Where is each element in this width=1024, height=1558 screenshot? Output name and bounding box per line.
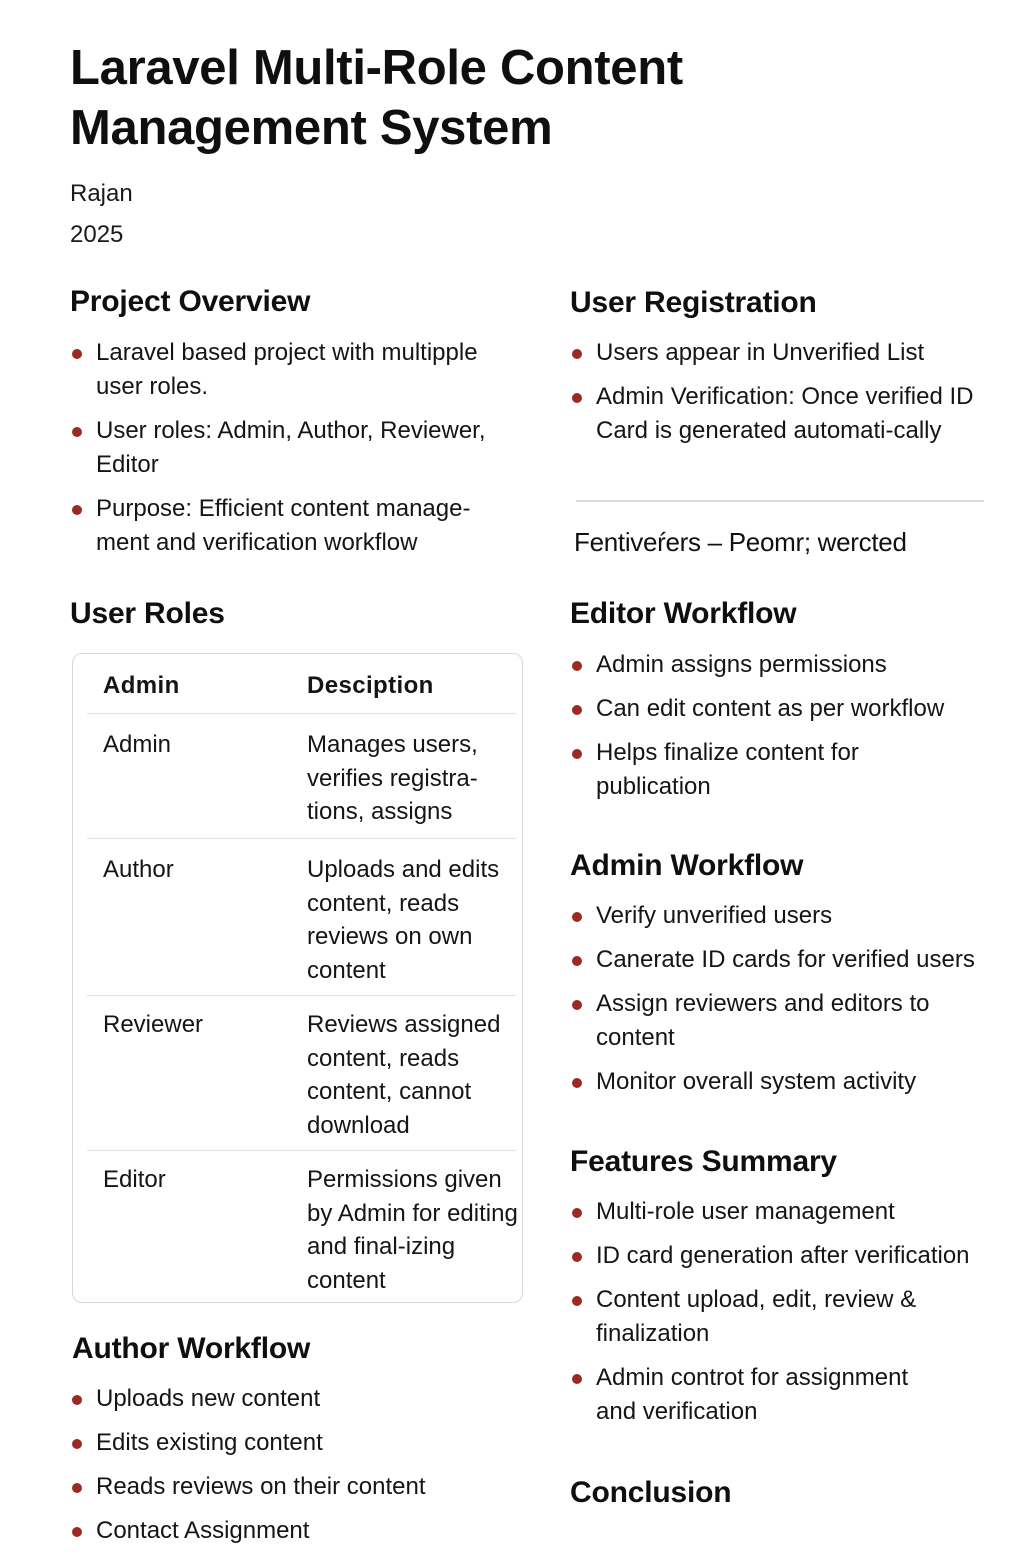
heading-features-summary: Features Summary bbox=[570, 1145, 837, 1178]
bullet-icon bbox=[72, 1439, 82, 1449]
bullet-icon bbox=[72, 1395, 82, 1405]
list-item: User roles: Admin, Author, Reviewer, Editor bbox=[70, 414, 520, 482]
list-user-registration bbox=[570, 336, 990, 458]
list-item: Verify unverified users bbox=[570, 899, 1000, 933]
list-item: Admin Verification: Once verified ID Card is generated automati-cally bbox=[570, 380, 990, 448]
table-header-description: Desciption bbox=[307, 672, 434, 699]
heading-user-registration: User Registration bbox=[570, 286, 817, 319]
bullet-icon bbox=[572, 349, 582, 359]
role-description: Reviews assigned content, reads content, cannot download bbox=[307, 1011, 501, 1139]
list-item: Admin assigns permissions bbox=[570, 648, 990, 682]
bullet-icon bbox=[72, 349, 82, 359]
role-name: Editor bbox=[103, 1166, 166, 1193]
list-item: Reads reviews on their content bbox=[70, 1470, 530, 1504]
role-description: Permissions given by Admin for editing and final-izing content bbox=[307, 1166, 518, 1294]
role-name: Admin bbox=[103, 731, 172, 758]
bullet-icon bbox=[72, 1483, 82, 1493]
bullet-icon bbox=[572, 1078, 582, 1088]
author-name: Rajan bbox=[70, 180, 133, 207]
list-project-overview bbox=[70, 336, 520, 570]
bullet-icon bbox=[572, 1208, 582, 1218]
list-item: Multi-role user management bbox=[570, 1195, 1000, 1229]
list-item: Purpose: Efficient content manage-ment and verification workflow bbox=[70, 492, 520, 560]
section-divider bbox=[576, 500, 984, 502]
role-name: Author bbox=[103, 856, 174, 883]
list-admin-workflow bbox=[570, 899, 1000, 1109]
list-item: Laravel based project with multipple user roles. bbox=[70, 336, 520, 404]
list-item: Canerate ID cards for verified users bbox=[570, 943, 1000, 977]
bullet-icon bbox=[572, 912, 582, 922]
bullet-icon bbox=[572, 1374, 582, 1384]
bullet-icon bbox=[572, 1252, 582, 1262]
bullet-icon bbox=[572, 749, 582, 759]
bullet-icon bbox=[572, 956, 582, 966]
title-line-2: Management System bbox=[70, 101, 553, 155]
list-author-workflow bbox=[70, 1382, 530, 1558]
list-item: Can edit content as per workflow bbox=[570, 692, 990, 726]
bullet-icon bbox=[72, 505, 82, 515]
table-row bbox=[87, 1151, 516, 1301]
title-line-1: Laravel Multi-Role Content bbox=[70, 41, 683, 95]
heading-user-roles: User Roles bbox=[70, 597, 225, 630]
user-roles-table bbox=[72, 653, 523, 1303]
table-row bbox=[87, 714, 516, 839]
list-item: Edits existing content bbox=[70, 1426, 530, 1460]
bullet-icon bbox=[572, 393, 582, 403]
table-header-role: Admin bbox=[103, 672, 180, 699]
table-header-row bbox=[87, 654, 516, 714]
list-features-summary bbox=[570, 1195, 1000, 1439]
list-item: Helps finalize content for publication bbox=[570, 736, 906, 804]
list-item: Uploads new content bbox=[70, 1382, 530, 1416]
heading-admin-workflow: Admin Workflow bbox=[570, 849, 804, 882]
role-name: Reviewer bbox=[103, 1011, 204, 1038]
heading-editor-workflow: Editor Workflow bbox=[570, 597, 797, 630]
list-item: Users appear in Unverified List bbox=[570, 336, 990, 370]
list-item: Contact Assignment bbox=[70, 1514, 530, 1548]
bullet-icon bbox=[572, 1000, 582, 1010]
list-item: Monitor overall system activity bbox=[570, 1065, 1000, 1099]
role-description: Manages users, verifies registra-tions, assigns bbox=[307, 731, 478, 825]
list-editor-workflow bbox=[570, 648, 990, 814]
heading-project-overview: Project Overview bbox=[70, 285, 311, 318]
role-description: Uploads and edits content, reads reviews on own content bbox=[307, 856, 500, 984]
table-row bbox=[87, 996, 516, 1151]
garbled-text-line: Fentiveŕers – Peomr; wercted bbox=[574, 527, 907, 557]
bullet-icon bbox=[572, 1296, 582, 1306]
bullet-icon bbox=[572, 705, 582, 715]
heading-conclusion: Conclusion bbox=[570, 1476, 732, 1509]
bullet-icon bbox=[72, 427, 82, 437]
list-item: Assign reviewers and editors to content bbox=[570, 987, 936, 1055]
list-item: ID card generation after verification bbox=[570, 1239, 1000, 1273]
heading-author-workflow: Author Workflow bbox=[72, 1332, 311, 1365]
table-row bbox=[87, 839, 516, 996]
document-title bbox=[70, 38, 870, 158]
document-year: 2025 bbox=[70, 221, 124, 248]
bullet-icon bbox=[572, 661, 582, 671]
list-item: Content upload, edit, review & finalization bbox=[570, 1283, 956, 1351]
list-item: Admin controt for assignment and verification bbox=[570, 1361, 946, 1429]
